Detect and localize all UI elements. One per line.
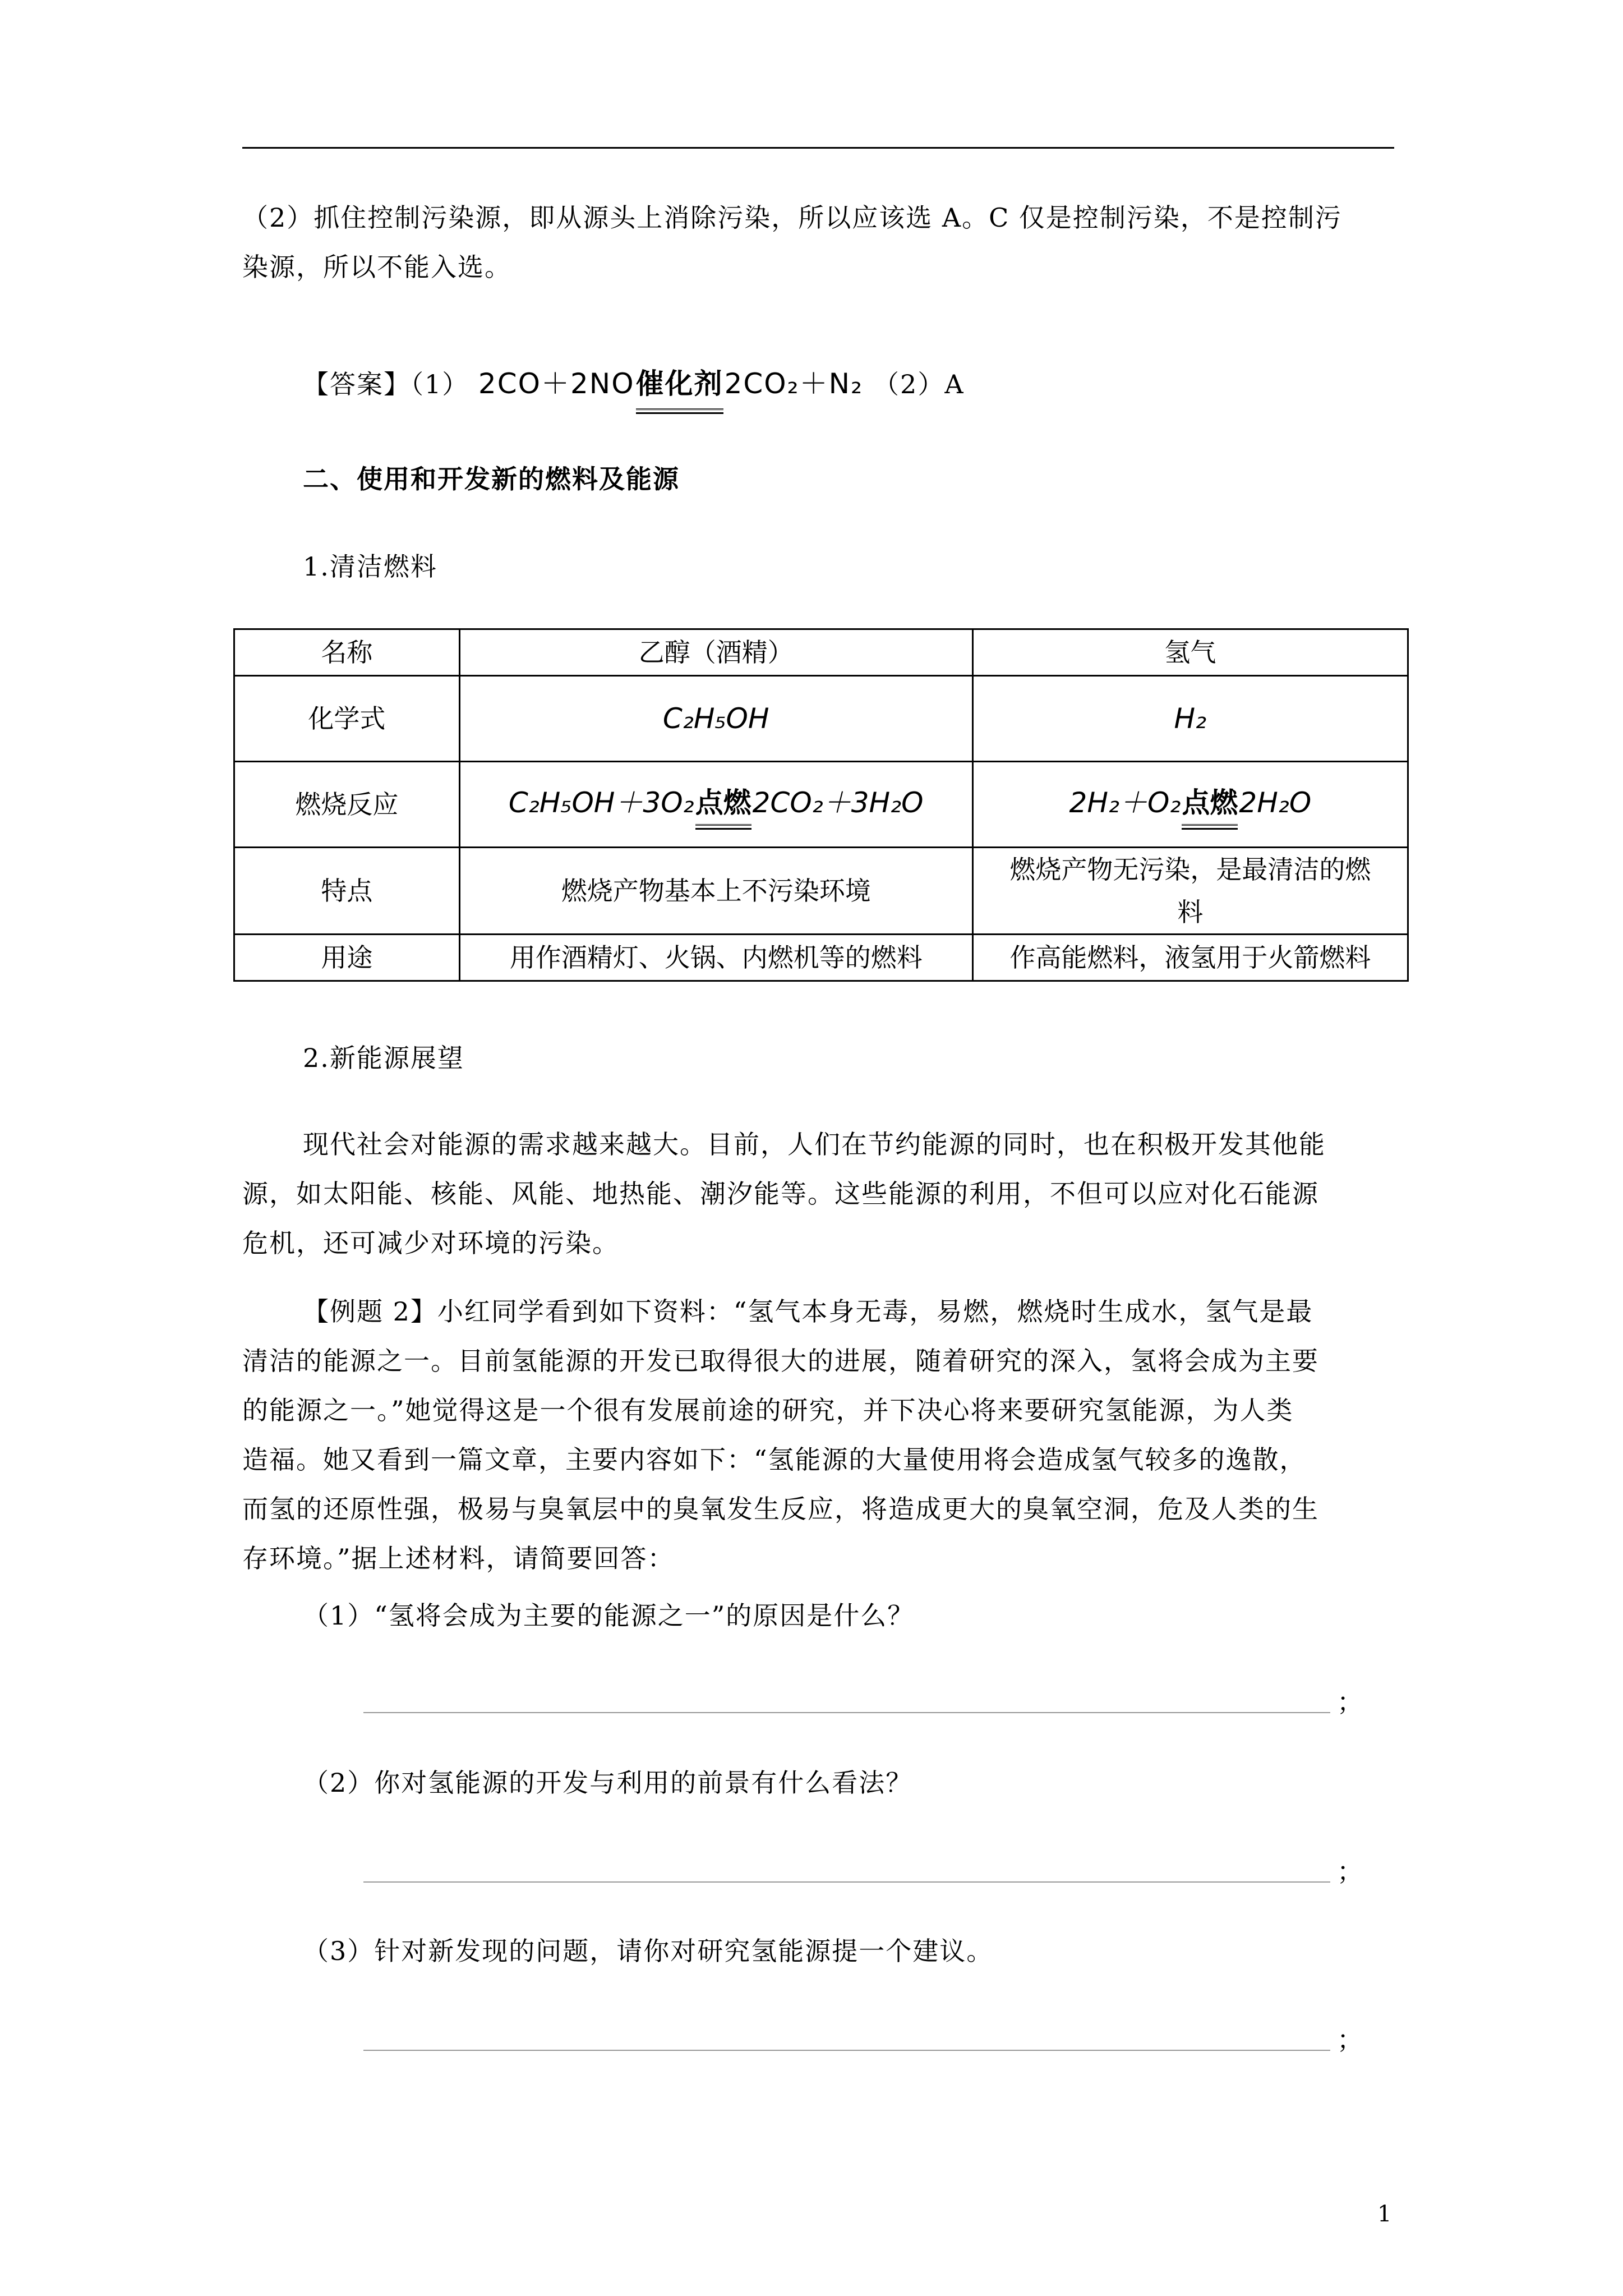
hydrogen-formula: H₂ [972,676,1408,762]
energy-paragraph [242,1120,1398,1268]
hydrogen-eq-left: 2H₂＋O₂ [1069,786,1181,819]
question-1: （1）“氢将会成为主要的能源之一”的原因是什么？ [303,1600,915,1631]
page-number: 1 [1377,2201,1392,2227]
hydrogen-feature [972,848,1408,935]
solution-line-2: 染源，所以不能入选。 [242,252,511,282]
ethanol-formula: C₂H₅OH [459,676,972,762]
ethanol-eq-left: C₂H₅OH＋3O₂ [508,786,694,819]
blank-3-end: ； [1337,2024,1363,2055]
example-line-1: 【例题 2】小红同学看到如下资料：“氢气本身无毒，易燃，燃烧时生成水，氢气是最 [303,1296,1313,1327]
header-ethanol: 乙醇（酒精） [459,629,972,676]
hydrogen-combustion [972,762,1408,848]
table-row-header [234,629,1408,676]
answer-blank-3[interactable] [363,2050,1330,2051]
ethanol-use: 用作酒精灯、火锅、内燃机等的燃料 [459,935,972,981]
subsection-new-energy: 2.新能源展望 [303,1043,464,1073]
hydrogen-eq-right: 2H₂O [1239,786,1312,819]
question-3: （3）针对新发现的问题，请你对研究氢能源提一个建议。 [303,1936,994,1966]
question-2: （2）你对氢能源的开发与利用的前景有什么看法？ [303,1768,913,1798]
ethanol-combustion [459,762,972,848]
energy-line-3: 危机，还可减少对环境的污染。 [242,1228,619,1258]
table-row-use [234,935,1408,981]
answer-eq-condition: 催化剂 [636,359,723,412]
answer-part2: （2）A [873,369,965,399]
blank-1-end: ； [1337,1687,1363,1717]
hydrogen-feature-line-2: 料 [1177,897,1204,927]
solution-line-1: （2）抓住控制污染源，即从源头上消除污染，所以应该选 A。C 仅是控制污染，不是控制污 [242,203,1342,233]
section-title: 二、使用和开发新的燃料及能源 [303,464,680,494]
example-line-6: 存环境。”据上述材料，请简要回答： [242,1543,675,1573]
answer-blank-1[interactable] [363,1712,1330,1713]
energy-line-2: 源，如太阳能、核能、风能、地热能、潮汐能等。这些能源的利用，不但可以应对化石能源 [242,1179,1319,1209]
row-label-feature: 特点 [234,848,460,935]
energy-line-1: 现代社会对能源的需求越来越大。目前，人们在节约能源的同时，也在积极开发其他能 [303,1129,1326,1159]
ethanol-eq-condition: 点燃 [695,781,751,827]
table-row-formula [234,676,1408,762]
example-line-3: 的能源之一。”她觉得这是一个很有发展前途的研究，并下决心将来要研究氢能源，为人类 [242,1395,1294,1425]
header-rule [242,147,1394,149]
blank-2-end: ； [1337,1856,1363,1887]
table-row-feature [234,848,1408,935]
header-hydrogen: 氢气 [972,629,1408,676]
answer-equation [478,367,873,400]
answer-eq-left: 2CO＋2NO [478,367,635,400]
subsection-clean-fuel: 1.清洁燃料 [303,551,437,582]
answer-blank-2[interactable] [363,1881,1330,1883]
example-line-5: 而氢的还原性强，极易与臭氧层中的臭氧发生反应，将造成更大的臭氧空洞，危及人类的生 [242,1494,1319,1524]
answer-part1-prefix: （1） [411,369,469,399]
example-2-paragraph [242,1287,1398,1583]
example-line-2: 清洁的能源之一。目前氢能源的开发已取得很大的进展，随着研究的深入，氢将会成为主要 [242,1346,1319,1376]
solution-paragraph [242,193,1398,292]
hydrogen-use: 作高能燃料，液氢用于火箭燃料 [972,935,1408,981]
hydrogen-feature-line-1: 燃烧产物无污染，是最清洁的燃 [1009,854,1371,885]
row-label-use: 用途 [234,935,460,981]
answer-eq-right: 2CO₂＋N₂ [724,367,864,400]
answer-line [303,359,965,412]
ethanol-feature: 燃烧产物基本上不污染环境 [459,848,972,935]
header-name: 名称 [234,629,460,676]
ethanol-eq-right: 2CO₂＋3H₂O [752,786,924,819]
answer-label: 【答案】 [303,369,411,399]
fuel-table [233,628,1409,982]
row-label-formula: 化学式 [234,676,460,762]
example-line-4: 造福。她又看到一篇文章，主要内容如下：“氢能源的大量使用将会造成氢气较多的逸散， [242,1444,1307,1475]
table-row-combustion [234,762,1408,848]
row-label-combustion: 燃烧反应 [234,762,460,848]
hydrogen-eq-condition: 点燃 [1182,781,1238,827]
